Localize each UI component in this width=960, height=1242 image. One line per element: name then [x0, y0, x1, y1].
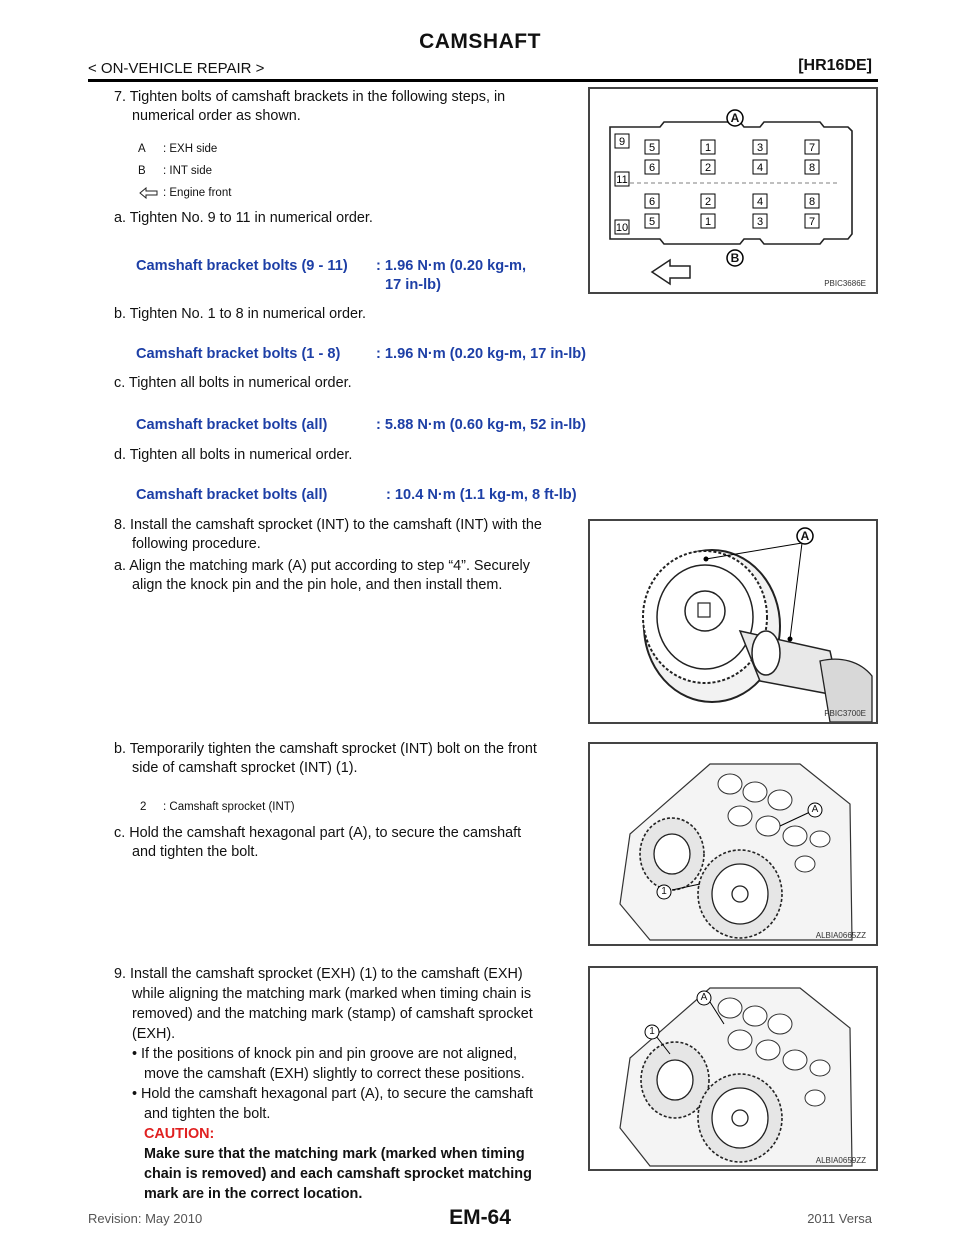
step-9-line-1: 9. Install the camshaft sprocket (EXH) (1) to the camshaft (EXH)	[114, 966, 523, 982]
page-number: EM-64	[449, 1206, 511, 1229]
legend-text-b: : INT side	[163, 165, 212, 177]
fig3-label-a: A	[811, 804, 819, 815]
step-8b-line-1: b. Temporarily tighten the camshaft sprocket (INT) bolt on the front	[114, 741, 537, 757]
step-9-bullet-1-line-1: • If the positions of knock pin and pin groove are not aligned,	[132, 1046, 518, 1062]
legend-key-a: A	[138, 143, 146, 155]
fig4-label-1: 1	[649, 1026, 655, 1037]
figure-id: PBIC3686E	[824, 279, 866, 288]
bolt-label-r2-c2: 4	[756, 196, 764, 208]
revision-date: Revision: May 2010	[88, 1211, 203, 1226]
bolt-label-r3-c1: 1	[704, 216, 712, 228]
bolt-label-r1-c1: 2	[704, 162, 712, 174]
bolt-label-r0-c1: 1	[704, 142, 712, 154]
bolt-label-r3-c0: 5	[648, 216, 656, 228]
figure-label-a: A	[730, 111, 740, 125]
engine-drawing-exh	[590, 968, 876, 1169]
bolt-label-r2-c3: 8	[808, 196, 816, 208]
figure-sprocket-matching-mark	[588, 519, 878, 724]
sprocket-drawing	[590, 521, 876, 722]
bolt-label-r0-c2: 3	[756, 142, 764, 154]
bolt-label-r2-c1: 2	[704, 196, 712, 208]
spec-b-name: Camshaft bracket bolts (1 - 8)	[136, 346, 341, 362]
caution-line-3: mark are in the correct location.	[144, 1186, 363, 1202]
step-9-line-3: removed) and the matching mark (stamp) of camshaft sprocket	[132, 1006, 533, 1022]
step-8a-line-1: a. Align the matching mark (A) put according to step “4”. Securely	[114, 558, 530, 574]
figure-sprocket-exh-install	[588, 966, 878, 1171]
legend-text-front: : Engine front	[163, 187, 232, 199]
legend-key-2: 2	[140, 801, 147, 813]
fig4-id: ALBIA0659ZZ	[815, 1156, 866, 1165]
figure-bracket-order	[588, 87, 878, 294]
engine-front-arrow-icon	[139, 187, 159, 199]
bolt-label-r1-c0: 6	[648, 162, 656, 174]
fig2-id: PBIC3700E	[824, 709, 866, 718]
step-8c-line-2: and tighten the bolt.	[132, 844, 259, 860]
spec-a-value-1: : 1.96 N·m (0.20 kg-m,	[376, 258, 527, 274]
figure-label-b: B	[730, 251, 740, 265]
bolt-label-end-1: 11	[616, 174, 628, 186]
step-9-line-2: while aligning the matching mark (marked when timing chain is	[132, 986, 532, 1002]
figure-label-a-circle	[726, 109, 744, 132]
bolt-label-end-0: 9	[618, 136, 626, 148]
page-title: CAMSHAFT	[419, 30, 541, 53]
fig4-label-a: A	[700, 992, 708, 1003]
fig4-label-1-circle	[644, 1024, 660, 1045]
step-8c-line-1: c. Hold the camshaft hexagonal part (A), to secure the camshaft	[114, 825, 522, 841]
fig3-label-1: 1	[661, 886, 667, 897]
step-8a-line-2: align the knock pin and the pin hole, and then install them.	[132, 577, 503, 593]
spec-d-value: : 10.4 N·m (1.1 kg-m, 8 ft-lb)	[386, 487, 577, 503]
figure-label-b-circle	[726, 249, 744, 272]
step-7a: a. Tighten No. 9 to 11 in numerical order.	[114, 210, 373, 226]
step-7c: c. Tighten all bolts in numerical order.	[114, 375, 352, 391]
fig2-label-a: A	[800, 529, 810, 543]
step-7b: b. Tighten No. 1 to 8 in numerical order.	[114, 306, 366, 322]
spec-c-value: : 5.88 N·m (0.60 kg-m, 52 in-lb)	[376, 417, 587, 433]
caution-label: CAUTION:	[144, 1126, 215, 1142]
step-8b-line-2: side of camshaft sprocket (INT) (1).	[132, 760, 358, 776]
bolt-label-r0-c3: 7	[808, 142, 816, 154]
legend-text-a: : EXH side	[163, 143, 218, 155]
section-breadcrumb: < ON-VEHICLE REPAIR >	[88, 60, 265, 77]
bolt-label-r3-c2: 3	[756, 216, 764, 228]
bolt-label-r3-c3: 7	[808, 216, 816, 228]
caution-line-1: Make sure that the matching mark (marked when timing	[144, 1146, 525, 1162]
legend-key-b: B	[138, 165, 146, 177]
spec-b-value: : 1.96 N·m (0.20 kg-m, 17 in-lb)	[376, 346, 587, 362]
fig4-label-a-circle	[696, 990, 712, 1011]
header-rule	[88, 79, 878, 82]
fig3-id: ALBIA0665ZZ	[815, 931, 866, 940]
bolt-label-r2-c0: 6	[648, 196, 656, 208]
step-7-line-2: numerical order as shown.	[132, 108, 301, 124]
spec-a-name: Camshaft bracket bolts (9 - 11)	[136, 258, 348, 274]
step-9-bullet-2-line-2: and tighten the bolt.	[144, 1106, 271, 1122]
figure-sprocket-int-install	[588, 742, 878, 946]
step-8-line-1: 8. Install the camshaft sprocket (INT) to the camshaft (INT) with the	[114, 517, 542, 533]
step-9-bullet-1-line-2: move the camshaft (EXH) slightly to correct these positions.	[144, 1066, 525, 1082]
caution-line-2: chain is removed) and each camshaft sprocket matching	[144, 1166, 532, 1182]
bolt-label-r0-c0: 5	[648, 142, 656, 154]
fig2-label-a-circle	[796, 527, 814, 550]
step-7-line-1: 7. Tighten bolts of camshaft brackets in the following steps, in	[114, 89, 506, 105]
step-7d: d. Tighten all bolts in numerical order.	[114, 447, 353, 463]
fig3-label-a-circle	[807, 802, 823, 823]
spec-c-name: Camshaft bracket bolts (all)	[136, 417, 328, 433]
engine-drawing-int	[590, 744, 876, 944]
step-9-bullet-2-line-1: • Hold the camshaft hexagonal part (A), to secure the camshaft	[132, 1086, 533, 1102]
bolt-label-r1-c3: 8	[808, 162, 816, 174]
step-9-line-4: (EXH).	[132, 1026, 176, 1042]
engine-code: [HR16DE]	[798, 57, 872, 74]
fig3-label-1-circle	[656, 884, 672, 905]
legend-text-2: : Camshaft sprocket (INT)	[163, 801, 295, 813]
spec-a-value-2: 17 in-lb)	[385, 277, 441, 293]
model-year: 2011 Versa	[807, 1211, 872, 1226]
spec-d-name: Camshaft bracket bolts (all)	[136, 487, 328, 503]
bolt-label-r1-c2: 4	[756, 162, 764, 174]
step-8-line-2: following procedure.	[132, 536, 261, 552]
bolt-label-end-2: 10	[615, 222, 629, 234]
